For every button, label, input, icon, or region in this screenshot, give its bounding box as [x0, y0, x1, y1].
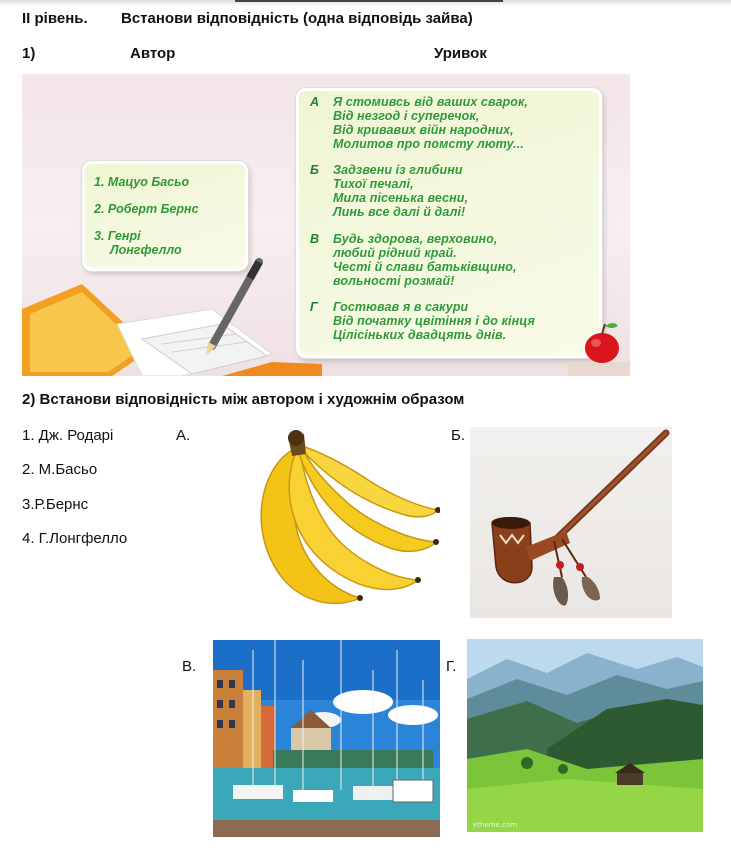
slide-author-3: 3. Генрі [94, 229, 141, 243]
excerpt-a-line-3: Від кривавих війн народних, [333, 123, 514, 137]
bananas-image [240, 430, 440, 610]
excerpt-b-line-1: Задзвени із глибини [333, 163, 463, 177]
excerpt-c-line-4: вольності розмай! [333, 274, 455, 288]
excerpt-a-line-2: Від незгод і суперечок, [333, 109, 480, 123]
task1-number: 1) [22, 45, 36, 62]
col-author-header: Автор [130, 45, 176, 62]
page-top-rule [235, 0, 503, 2]
slide-author-2: 2. Роберт Бернс [94, 202, 199, 216]
mountain-landscape-image [467, 639, 703, 832]
excerpt-letter-d: Г [310, 300, 318, 314]
excerpt-letter-b: Б [310, 163, 319, 177]
excerpt-d-line-1: Гостював я в сакури [333, 300, 469, 314]
image-label-d: Г. [446, 658, 457, 675]
image-label-b: Б. [451, 427, 466, 444]
excerpt-b-line-2: Тихої печалі, [333, 177, 414, 191]
task2-author-4: 4. Г.Лонгфелло [22, 530, 128, 547]
excerpt-d-line-2: Від початку цвітіння і до кінця [333, 314, 535, 328]
task1-slide-image [22, 74, 630, 376]
col-excerpt-header: Уривок [434, 45, 487, 62]
level-label: ІІ рівень. [22, 10, 88, 27]
task2-author-1: 1. Дж. Родарі [22, 427, 114, 444]
excerpt-b-line-4: Линь все далі й далі! [333, 205, 466, 219]
apple-icon [568, 314, 630, 376]
slide-author-3-cont: Лонгфелло [110, 243, 182, 257]
excerpt-a-line-4: Молитов про помсту люту... [333, 137, 524, 151]
excerpt-letter-a: А [310, 95, 320, 109]
excerpt-d-line-3: Цілісіньких двадцять днів. [333, 328, 507, 342]
instruction-text: Встанови відповідність (одна відповідь зайва) [121, 10, 473, 27]
image-label-c: В. [182, 658, 197, 675]
excerpt-c-line-1: Будь здорова, верховино, [333, 232, 498, 246]
excerpt-b-line-3: Мила пісенька весни, [333, 191, 469, 205]
excerpt-c-line-2: любий рідний край. [333, 246, 457, 260]
book-pencil-illustration [22, 254, 322, 376]
excerpt-c-line-3: Честі й слави батьківщино, [333, 260, 517, 274]
landscape-watermark: etheme.com [473, 821, 518, 829]
excerpt-a-line-1: Я стомивсь від ваших сварок, [333, 95, 528, 109]
slide-author-1: 1. Мацуо Басьо [94, 175, 190, 189]
task2-author-3: 3.Р.Бернс [22, 496, 89, 513]
pipe-image [470, 427, 672, 618]
task2-title: 2) Встанови відповідність між автором і художнім образом [22, 391, 465, 408]
image-label-a: А. [176, 427, 191, 444]
excerpt-letter-c: В [310, 232, 320, 246]
harbor-image [213, 640, 440, 837]
task2-author-2: 2. М.Басьо [22, 461, 98, 478]
